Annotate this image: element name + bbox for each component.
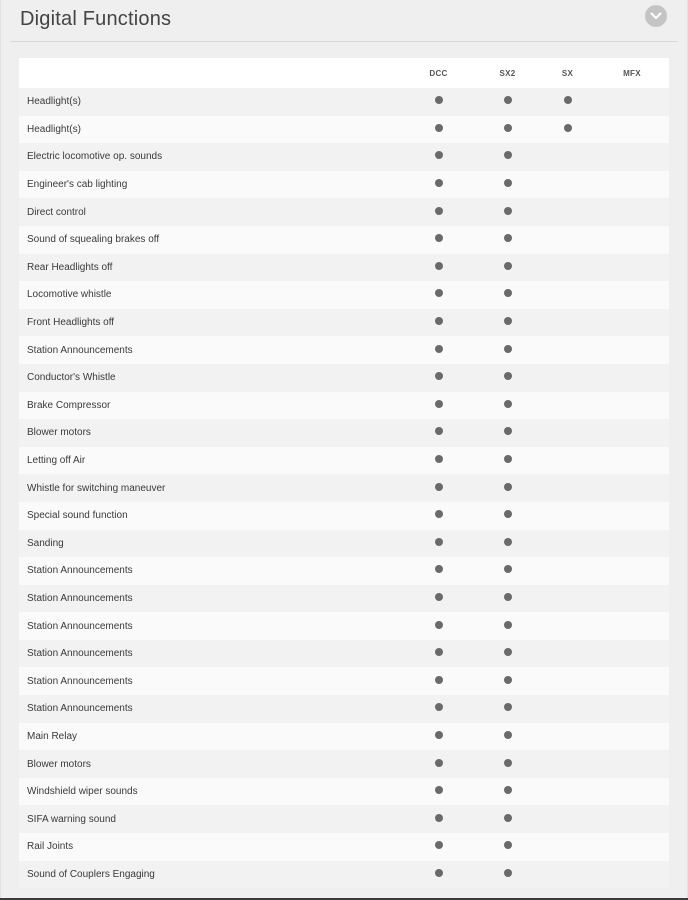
table-row (19, 447, 669, 475)
cell-sx (540, 833, 595, 861)
table-row (19, 640, 669, 668)
function-name: Electric locomotive op. sounds (19, 143, 402, 171)
table-header-row (19, 58, 669, 88)
function-name: Front Headlights off (19, 309, 402, 337)
cell-sx (540, 116, 595, 144)
function-name: Station Announcements (19, 695, 402, 723)
cell-sx2 (475, 861, 540, 889)
table-row (19, 419, 669, 447)
supported-dot-icon (435, 731, 443, 739)
cell-dcc (402, 585, 475, 613)
cell-sx (540, 447, 595, 475)
table-row (19, 778, 669, 806)
supported-dot-icon (435, 786, 443, 794)
supported-dot-icon (504, 593, 512, 601)
supported-dot-icon (504, 179, 512, 187)
cell-mfx (595, 336, 669, 364)
cell-dcc (402, 833, 475, 861)
cell-sx (540, 502, 595, 530)
cell-sx2 (475, 474, 540, 502)
column-header-sx2: SX2 (475, 58, 540, 88)
cell-mfx (595, 612, 669, 640)
function-name: Headlight(s) (19, 116, 402, 144)
cell-mfx (595, 198, 669, 226)
function-name: Letting off Air (19, 447, 402, 475)
function-name: Sanding (19, 530, 402, 558)
supported-dot-icon (564, 124, 572, 132)
table-row (19, 667, 669, 695)
supported-dot-icon (435, 676, 443, 684)
cell-sx (540, 254, 595, 282)
cell-mfx (595, 474, 669, 502)
cell-sx2 (475, 585, 540, 613)
cell-dcc (402, 530, 475, 558)
function-name: Station Announcements (19, 612, 402, 640)
table-row (19, 750, 669, 778)
supported-dot-icon (435, 814, 443, 822)
cell-sx2 (475, 392, 540, 420)
cell-mfx (595, 419, 669, 447)
cell-sx2 (475, 309, 540, 337)
cell-sx2 (475, 226, 540, 254)
cell-sx (540, 281, 595, 309)
cell-sx (540, 723, 595, 751)
supported-dot-icon (504, 759, 512, 767)
cell-sx (540, 750, 595, 778)
cell-sx2 (475, 805, 540, 833)
cell-sx2 (475, 281, 540, 309)
table-row (19, 557, 669, 585)
cell-dcc (402, 336, 475, 364)
table-row (19, 309, 669, 337)
cell-sx (540, 88, 595, 116)
supported-dot-icon (435, 648, 443, 656)
cell-dcc (402, 116, 475, 144)
cell-dcc (402, 88, 475, 116)
supported-dot-icon (504, 510, 512, 518)
function-name: Sound of Couplers Engaging (19, 861, 402, 889)
cell-sx2 (475, 695, 540, 723)
supported-dot-icon (435, 262, 443, 270)
function-name: Locomotive whistle (19, 281, 402, 309)
supported-dot-icon (504, 703, 512, 711)
cell-sx2 (475, 88, 540, 116)
supported-dot-icon (435, 179, 443, 187)
section-header[interactable] (10, 0, 677, 42)
cell-mfx (595, 309, 669, 337)
cell-dcc (402, 805, 475, 833)
supported-dot-icon (504, 621, 512, 629)
function-name: Blower motors (19, 419, 402, 447)
supported-dot-icon (504, 289, 512, 297)
function-name: Station Announcements (19, 336, 402, 364)
supported-dot-icon (435, 538, 443, 546)
cell-sx2 (475, 557, 540, 585)
supported-dot-icon (504, 96, 512, 104)
supported-dot-icon (435, 593, 443, 601)
column-header-dcc: DCC (402, 58, 475, 88)
cell-sx2 (475, 530, 540, 558)
supported-dot-icon (504, 814, 512, 822)
cell-sx (540, 861, 595, 889)
table-body (19, 88, 669, 888)
cell-sx2 (475, 336, 540, 364)
cell-dcc (402, 364, 475, 392)
cell-mfx (595, 281, 669, 309)
supported-dot-icon (504, 151, 512, 159)
function-name: Windshield wiper sounds (19, 778, 402, 806)
table-row (19, 805, 669, 833)
supported-dot-icon (435, 289, 443, 297)
table-row (19, 281, 669, 309)
cell-dcc (402, 254, 475, 282)
supported-dot-icon (435, 400, 443, 408)
supported-dot-icon (504, 648, 512, 656)
cell-sx2 (475, 447, 540, 475)
cell-sx2 (475, 198, 540, 226)
supported-dot-icon (564, 96, 572, 104)
function-name: Rail Joints (19, 833, 402, 861)
supported-dot-icon (435, 483, 443, 491)
table-row (19, 585, 669, 613)
cell-sx (540, 805, 595, 833)
function-name: Whistle for switching maneuver (19, 474, 402, 502)
cell-sx (540, 557, 595, 585)
cell-sx (540, 171, 595, 199)
cell-sx (540, 667, 595, 695)
table-row (19, 833, 669, 861)
supported-dot-icon (435, 869, 443, 877)
cell-mfx (595, 447, 669, 475)
function-name: Rear Headlights off (19, 254, 402, 282)
table-row (19, 226, 669, 254)
column-header-sx: SX (540, 58, 595, 88)
cell-sx (540, 474, 595, 502)
cell-sx (540, 143, 595, 171)
function-name: SIFA warning sound (19, 805, 402, 833)
supported-dot-icon (504, 372, 512, 380)
supported-dot-icon (435, 124, 443, 132)
cell-dcc (402, 198, 475, 226)
supported-dot-icon (435, 565, 443, 573)
cell-dcc (402, 281, 475, 309)
table-row (19, 336, 669, 364)
cell-dcc (402, 502, 475, 530)
function-name: Station Announcements (19, 557, 402, 585)
supported-dot-icon (435, 841, 443, 849)
cell-mfx (595, 502, 669, 530)
cell-sx2 (475, 254, 540, 282)
cell-sx2 (475, 171, 540, 199)
left-border (0, 0, 1, 900)
function-name: Station Announcements (19, 585, 402, 613)
supported-dot-icon (504, 731, 512, 739)
supported-dot-icon (504, 317, 512, 325)
table-row (19, 502, 669, 530)
cell-mfx (595, 695, 669, 723)
supported-dot-icon (504, 207, 512, 215)
supported-dot-icon (435, 345, 443, 353)
supported-dot-icon (504, 262, 512, 270)
supported-dot-icon (504, 124, 512, 132)
supported-dot-icon (435, 455, 443, 463)
table-row (19, 143, 669, 171)
cell-mfx (595, 723, 669, 751)
table-row (19, 861, 669, 889)
cell-sx2 (475, 143, 540, 171)
cell-mfx (595, 530, 669, 558)
cell-mfx (595, 392, 669, 420)
supported-dot-icon (504, 786, 512, 794)
function-name: Engineer's cab lighting (19, 171, 402, 199)
cell-mfx (595, 254, 669, 282)
supported-dot-icon (435, 207, 443, 215)
function-name: Main Relay (19, 723, 402, 751)
cell-sx2 (475, 833, 540, 861)
cell-sx (540, 612, 595, 640)
functions-table (19, 58, 669, 888)
cell-dcc (402, 392, 475, 420)
table-row (19, 88, 669, 116)
cell-dcc (402, 861, 475, 889)
cell-sx2 (475, 667, 540, 695)
cell-dcc (402, 667, 475, 695)
cell-mfx (595, 585, 669, 613)
cell-dcc (402, 226, 475, 254)
supported-dot-icon (504, 345, 512, 353)
cell-dcc (402, 474, 475, 502)
table-row (19, 254, 669, 282)
supported-dot-icon (504, 841, 512, 849)
section-title: Digital Functions (20, 8, 172, 30)
table-row (19, 116, 669, 144)
function-name: Station Announcements (19, 667, 402, 695)
cell-sx (540, 419, 595, 447)
cell-sx2 (475, 612, 540, 640)
cell-sx2 (475, 723, 540, 751)
cell-sx2 (475, 364, 540, 392)
supported-dot-icon (504, 400, 512, 408)
supported-dot-icon (435, 96, 443, 104)
cell-dcc (402, 723, 475, 751)
cell-sx (540, 640, 595, 668)
cell-sx (540, 226, 595, 254)
cell-sx (540, 198, 595, 226)
cell-dcc (402, 557, 475, 585)
table-row (19, 723, 669, 751)
function-name: Conductor's Whistle (19, 364, 402, 392)
column-header-mfx: MFX (595, 58, 669, 88)
cell-sx2 (475, 778, 540, 806)
supported-dot-icon (435, 317, 443, 325)
cell-dcc (402, 419, 475, 447)
function-name: Special sound function (19, 502, 402, 530)
function-name: Brake Compressor (19, 392, 402, 420)
table-row (19, 392, 669, 420)
cell-sx (540, 695, 595, 723)
table-row (19, 695, 669, 723)
cell-dcc (402, 640, 475, 668)
supported-dot-icon (504, 483, 512, 491)
supported-dot-icon (435, 759, 443, 767)
cell-dcc (402, 143, 475, 171)
supported-dot-icon (435, 234, 443, 242)
supported-dot-icon (504, 676, 512, 684)
cell-mfx (595, 143, 669, 171)
function-name: Headlight(s) (19, 88, 402, 116)
cell-sx2 (475, 750, 540, 778)
cell-mfx (595, 750, 669, 778)
cell-dcc (402, 750, 475, 778)
chevron-down-icon[interactable] (645, 5, 667, 27)
cell-mfx (595, 116, 669, 144)
cell-mfx (595, 833, 669, 861)
supported-dot-icon (435, 151, 443, 159)
cell-sx (540, 392, 595, 420)
table-row (19, 171, 669, 199)
cell-dcc (402, 171, 475, 199)
cell-sx (540, 364, 595, 392)
cell-sx (540, 585, 595, 613)
supported-dot-icon (435, 703, 443, 711)
cell-mfx (595, 88, 669, 116)
function-name: Sound of squealing brakes off (19, 226, 402, 254)
cell-sx2 (475, 502, 540, 530)
supported-dot-icon (435, 621, 443, 629)
table-row (19, 198, 669, 226)
supported-dot-icon (504, 234, 512, 242)
function-name: Station Announcements (19, 640, 402, 668)
table-row (19, 530, 669, 558)
cell-sx2 (475, 116, 540, 144)
supported-dot-icon (504, 427, 512, 435)
supported-dot-icon (435, 427, 443, 435)
supported-dot-icon (504, 538, 512, 546)
cell-mfx (595, 861, 669, 889)
cell-sx (540, 336, 595, 364)
cell-mfx (595, 667, 669, 695)
function-name: Blower motors (19, 750, 402, 778)
table-row (19, 612, 669, 640)
supported-dot-icon (504, 455, 512, 463)
supported-dot-icon (435, 372, 443, 380)
cell-dcc (402, 778, 475, 806)
cell-dcc (402, 447, 475, 475)
supported-dot-icon (504, 565, 512, 573)
function-name: Direct control (19, 198, 402, 226)
cell-mfx (595, 778, 669, 806)
cell-dcc (402, 309, 475, 337)
cell-mfx (595, 557, 669, 585)
cell-mfx (595, 171, 669, 199)
supported-dot-icon (504, 869, 512, 877)
cell-sx (540, 530, 595, 558)
table-row (19, 474, 669, 502)
cell-mfx (595, 805, 669, 833)
cell-dcc (402, 695, 475, 723)
cell-sx (540, 309, 595, 337)
cell-dcc (402, 612, 475, 640)
cell-mfx (595, 364, 669, 392)
cell-sx (540, 778, 595, 806)
cell-mfx (595, 226, 669, 254)
cell-mfx (595, 640, 669, 668)
cell-sx2 (475, 419, 540, 447)
table-row (19, 364, 669, 392)
supported-dot-icon (435, 510, 443, 518)
column-header-function (19, 58, 402, 88)
cell-sx2 (475, 640, 540, 668)
